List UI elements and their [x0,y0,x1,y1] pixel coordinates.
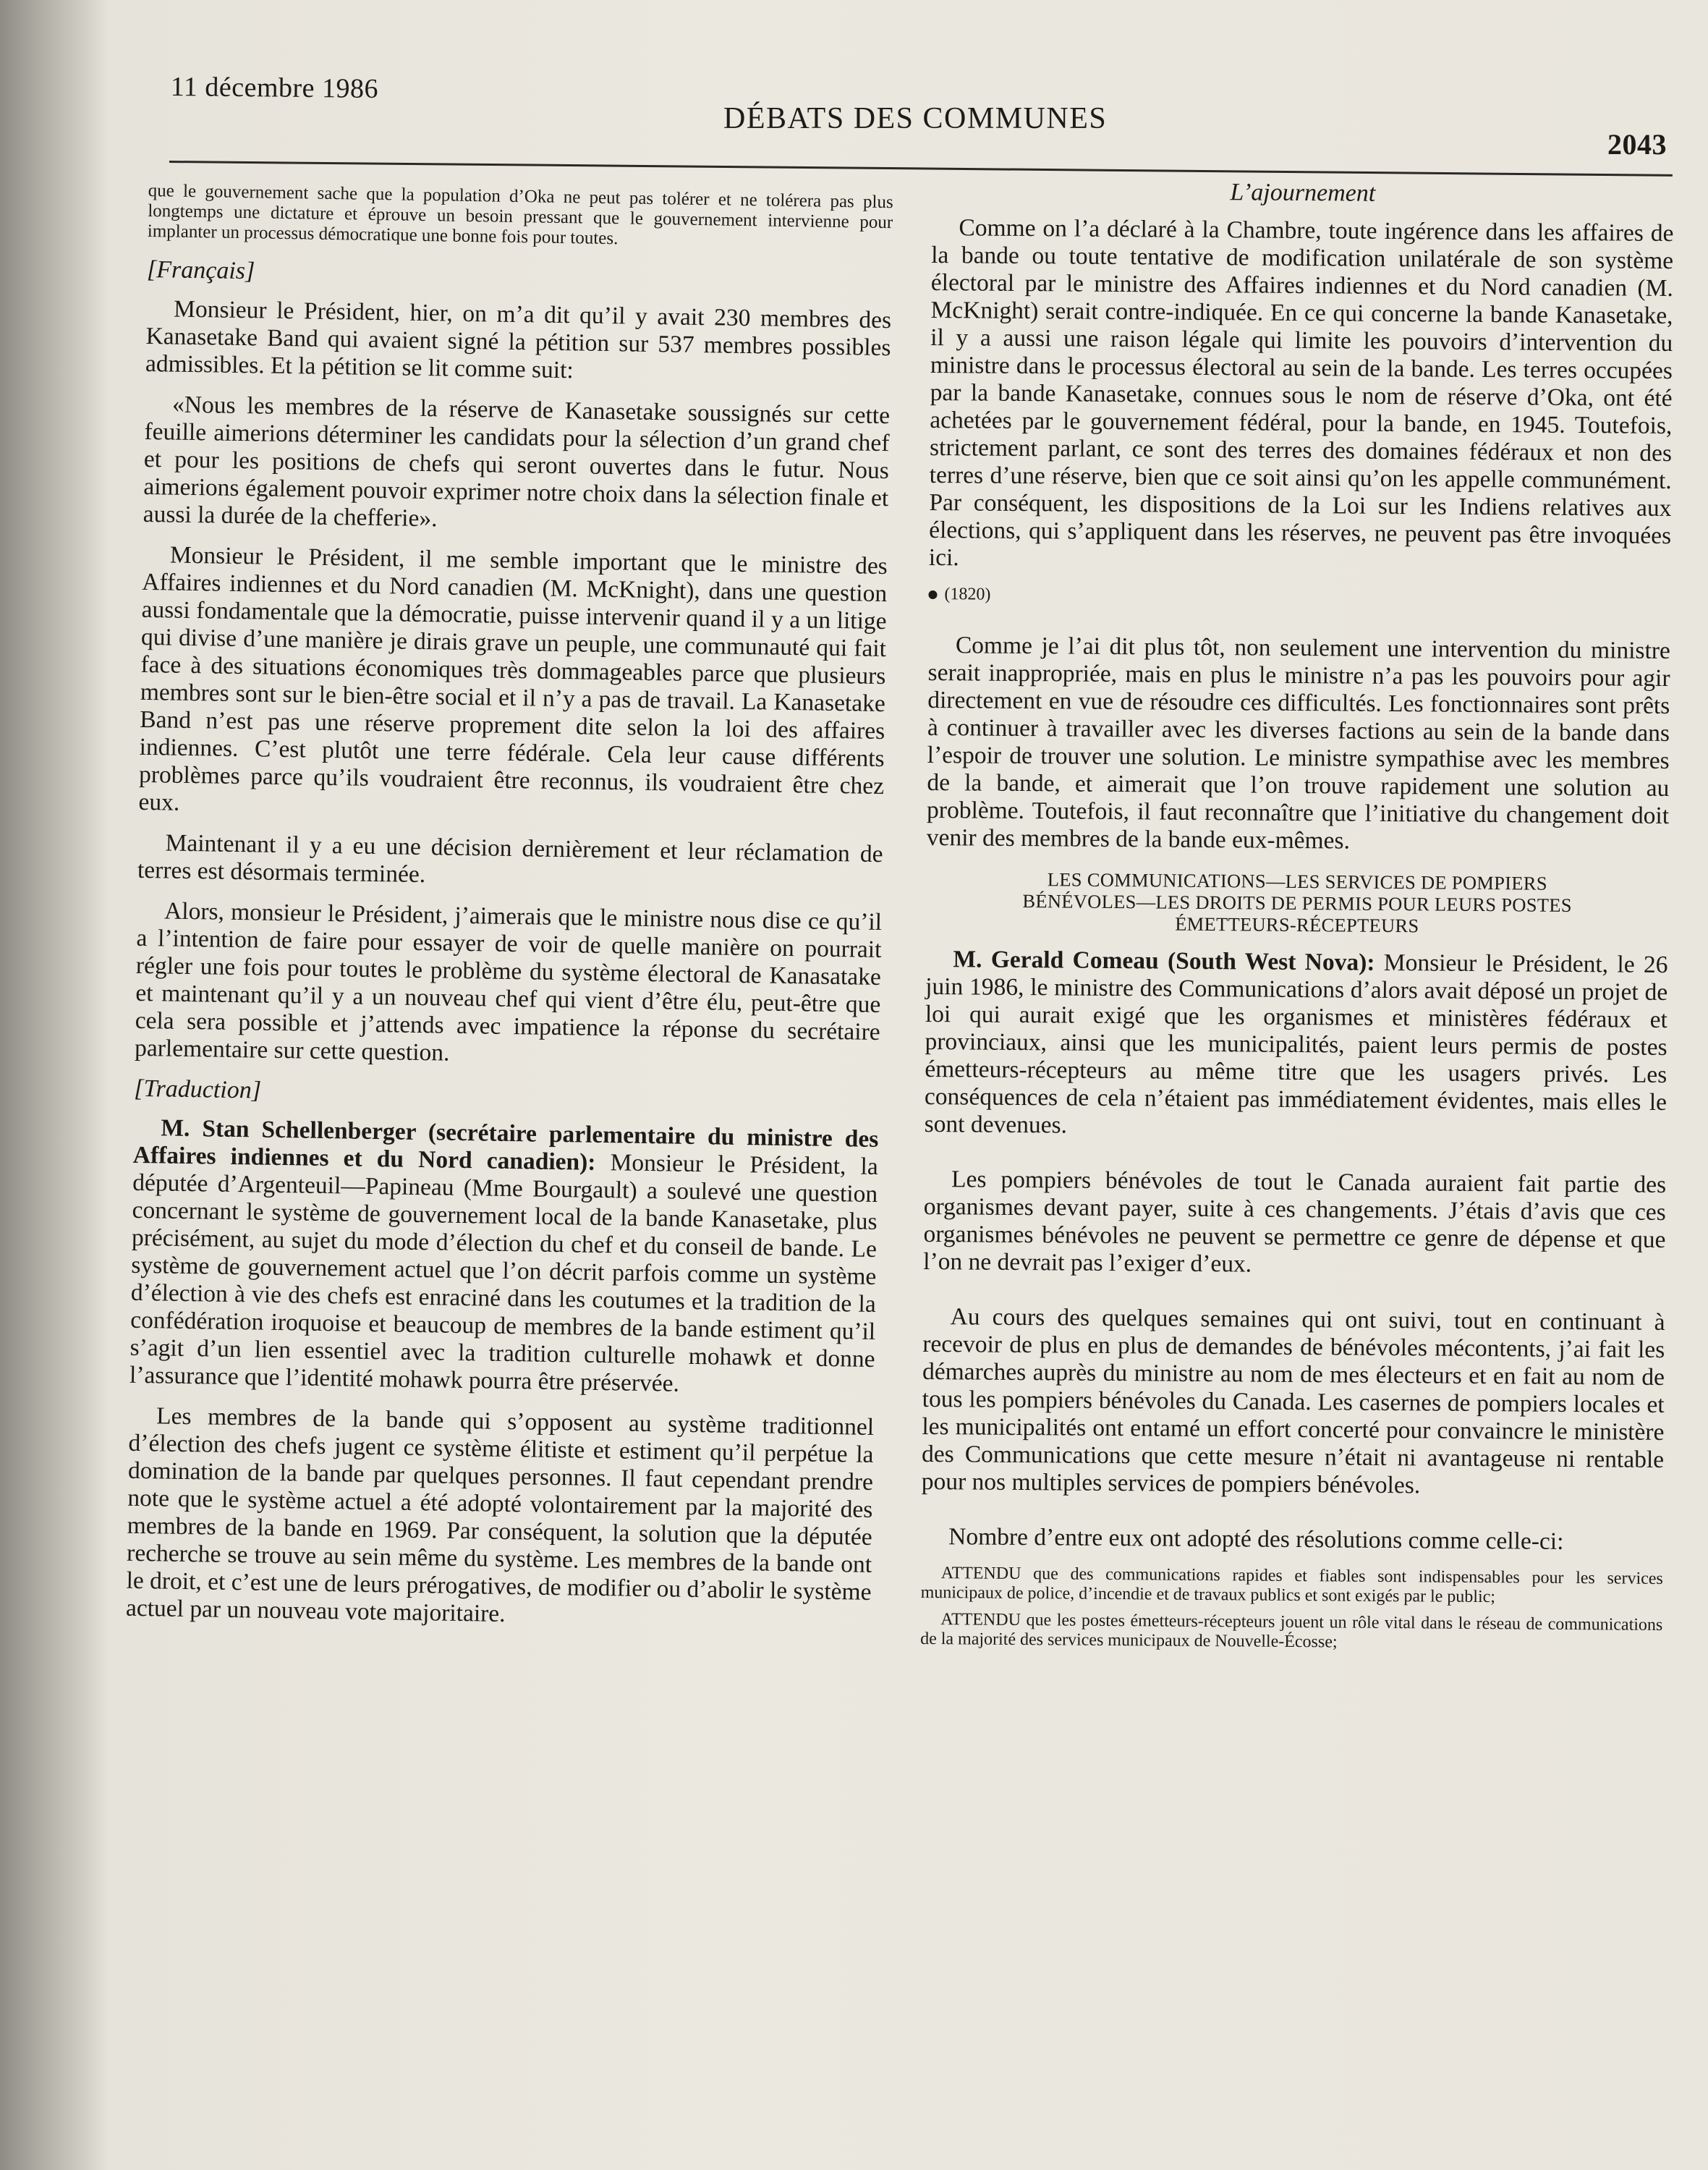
petition-text: «Nous les membres de la réserve de Kanasetake soussignés sur cette feuille aimerions déterminer les candidats pour la sélection d’un grand chef et pour les positions de chefs qui seront ouvertes dans le futur. Nous aimerions également pouvoir exprimer notre choix dans la sélection finale et aussi la durée de la chefferie». [143,391,891,533]
paragraph: Monsieur le Président, il me semble important que le ministre des Affaires indiennes et du Nord canadien (M. McKnight), dans une question aussi fondamentale que la démocratie, puisse intervenir quand il y a un litige qui divise d’une manière je dirais grave un peuple, une communauté qui fait face à des situations économiques très dommageables parce que plusieurs membres sont sur le bien-être social et il n’y a pas de travail. La Kanasetake Band n’est pas une réserve proprement dite selon la loi des affaires indiennes. C’est plutôt une terre fédérale. Cela leur cause différents problèmes parce qu’ils voudraient être reconnus, ils voudraient être chez eux. [138,541,888,816]
paragraph: Les membres de la bande qui s’opposent au système traditionnel d’élection des chefs jugent ce système élitiste et estiment qu’il perpétue la domination de la bande par quelques personnes. Il faut cependant prendre note que le système actuel a été adopté volontairement par la majorité des membres de la bande en 1969. Par conséquent, la solution que la députée recherche se trouve au sein même du système. Les membres de la bande ont le droit, et c’est une de leurs prérogatives, de modifier ou d’abolir le système actuel par un nouveau vote majoritaire. [125,1402,875,1627]
paragraph: Nombre d’entre eux ont adopté des résolutions comme celle-ci: [948,1523,1564,1555]
topic-heading-line: ÉMETTEURS-RÉCEPTEURS [1175,912,1419,937]
speech-text: Monsieur le Président, le 26 juin 1986, le ministre des Communications d’alors avait déposé un projet de loi qui aurait exigé que les organismes et ministères fédéraux et provinciaux, ainsi que les municipalités, paient leurs permis de postes émetteurs-récepteurs au même titre que les usagers privés. Les conséquences de cela n’étaient pas immédiatement évidentes, mais elles le sont devenues. [924,949,1668,1139]
speaker-name: M. Gerald Comeau (South West Nova): [953,946,1375,976]
right-column [920,177,1674,1662]
header-date: 11 décembre 1986 [170,71,379,105]
topic-heading [926,868,1669,938]
book-gutter-shadow [0,0,109,2170]
header-rule [169,161,1673,177]
paragraph: Au cours des quelques semaines qui ont suivi, tout en continuant à recevoir de plus en plus de demandes de bénévoles mécontents, j’ai fait les démarches auprès du ministre au nom de mes électeurs et en fait au nom de tous les pompiers bénévoles du Canada. Les casernes de pompiers locales et les municipalités ont entamé un effort concerté pour convaincre le ministère des Communications que cette mesure n’était ni avantageuse ni rentable pour nos multiples services de pompiers bénévoles. [921,1303,1665,1499]
topic-heading-line: LES COMMUNICATIONS—LES SERVICES DE POMPIERS [1047,868,1547,894]
left-column [125,181,893,1647]
speech-text: Monsieur le Président, la députée d’Argenteuil—Papineau (Mme Bourgault) a soulevé une question concernant le système de gouvernement local de la bande Kanasetake, plus précisément, au sujet du mode d’élection du chef et du conseil de bande. Le système de gouvernement actuel que l’on décrit parfois comme un système d’élection à vie des chefs est enraciné dans les coutumes et la tradition de la confédération iroquoise et beaucoup de membres de la bande estiment qu’il s’agit d’un lien essentiel avec la tradition culturelle mohawk et donne l’assurance que l’identité mohawk pourra être préservée. [129,1148,879,1397]
speech-paragraph [925,946,1668,1144]
time-marker-text: (1820) [944,585,991,604]
header-title: DÉBATS DES COMMUNES [723,102,1108,135]
language-marker-traduction: [Traduction] [134,1075,262,1104]
time-marker [928,585,1670,610]
paragraph: Comme on l’a déclaré à la Chambre, toute ingérence dans les affaires de la bande ou toute tentative de modification unilatérale de son système électoral par le ministre des Affaires indiennes et du Nord canadien (M. McKnight) serait contre-indiquée. En ce qui concerne la bande Kanasetake, il y a aussi une raison légale qui limite les pouvoirs d’intervention du ministre dans le processus électoral au sein de la bande. Les terres occupées par la bande Kanasetake, connues sous le nom de réserve d’Oka, ont été achetées par le gouvernement fédéral, pour la bande, en 1945. Toutefois, strictement parlant, ce sont des terres des domaines fédéraux et non des terres d’une réserve, bien que ce soit ainsi qu’on les appelle communément. Par conséquent, les dispositions de la Loi sur les Indiens relatives aux élections, qui s’appliquent dans les réserves, ne peuvent pas être invoquées ici. [928,214,1674,572]
language-marker-francais: [Français] [146,255,255,285]
resolution-clause: ATTENDU que les postes émetteurs-récepteurs jouent un rôle vital dans le réseau de communications de la majorité des services municipaux de Nouvelle-Écosse; [920,1610,1663,1652]
speaker-name: M. Stan Schellenberger (secrétaire parlementaire du ministre des Affaires indiennes et du Nord canadien): [132,1114,879,1176]
speech-paragraph [129,1114,879,1401]
resolution-clause: ATTENDU que des communications rapides et fiables sont indispensables pour les services municipaux de police, d’incendie et de travaux publics et sont exigés par le public; [920,1564,1663,1607]
paragraph: Les pompiers bénévoles de tout le Canada auraient fait partie des organismes devant payer, suite à ces changements. J’étais d’avis que ces organismes bénévoles ne peuvent se permettre ce genre de dépense et que l’on ne devrait pas l’exiger d’eux. [923,1166,1667,1278]
bullet-icon [928,590,937,599]
petition-quote-end: que le gouvernement sache que la population d’Oka ne peut pas tolérer et ne tolérera pas plus longtemps une dictature et éprouve un besoin pressant que le gouvernement intervienne pour implanter un processus démocratique une bonne fois pour toutes. [147,181,893,249]
paragraph: Comme je l’ai dit plus tôt, non seulement une intervention du ministre serait inappropriée, mais en plus le ministre n’a pas les pouvoirs pour agir directement en vue de résoudre ces difficultés. Les fonctionnaires sont prêts à continuer à travailler avec les diverses factions au sein de la bande dans l’espoir de trouver une solution. Le ministre sympathise avec les membres de la bande, et aimerait que l’on trouve rapidement une solution au problème. Toutefois, il faut reconnaître que l’initiative du changement doit venir des membres de la bande eux-mêmes. [926,632,1671,855]
page-number: 2043 [1607,128,1667,161]
paragraph: Monsieur le Président, hier, on m’a dit qu’il y avait 230 membres des Kanasetake Band qui avaient signé la pétition sur 537 membres possibles admissibles. Et la pétition se lit comme suit: [145,295,892,384]
paragraph: Alors, monsieur le Président, j’aimerais que le ministre nous dise ce qu’il a l’intention de faire pour essayer de voir de quelle manière on pourrait régler une fois pour toutes le problème du système électoral de Kanasatake et maintenant qu’il y a un nouveau chef qui vient d’être élu, peut-être que cela sera possible et j’attends avec impatience la réponse du secrétaire parlementaire sur cette question. [134,897,883,1067]
paragraph: Maintenant il y a eu une décision dernièrement et leur réclamation de terres est désormais terminée. [137,829,883,889]
section-title: L’ajournement [1230,179,1376,207]
topic-heading-line: BÉNÉVOLES—LES DROITS DE PERMIS POUR LEURS POSTES [1022,890,1572,916]
